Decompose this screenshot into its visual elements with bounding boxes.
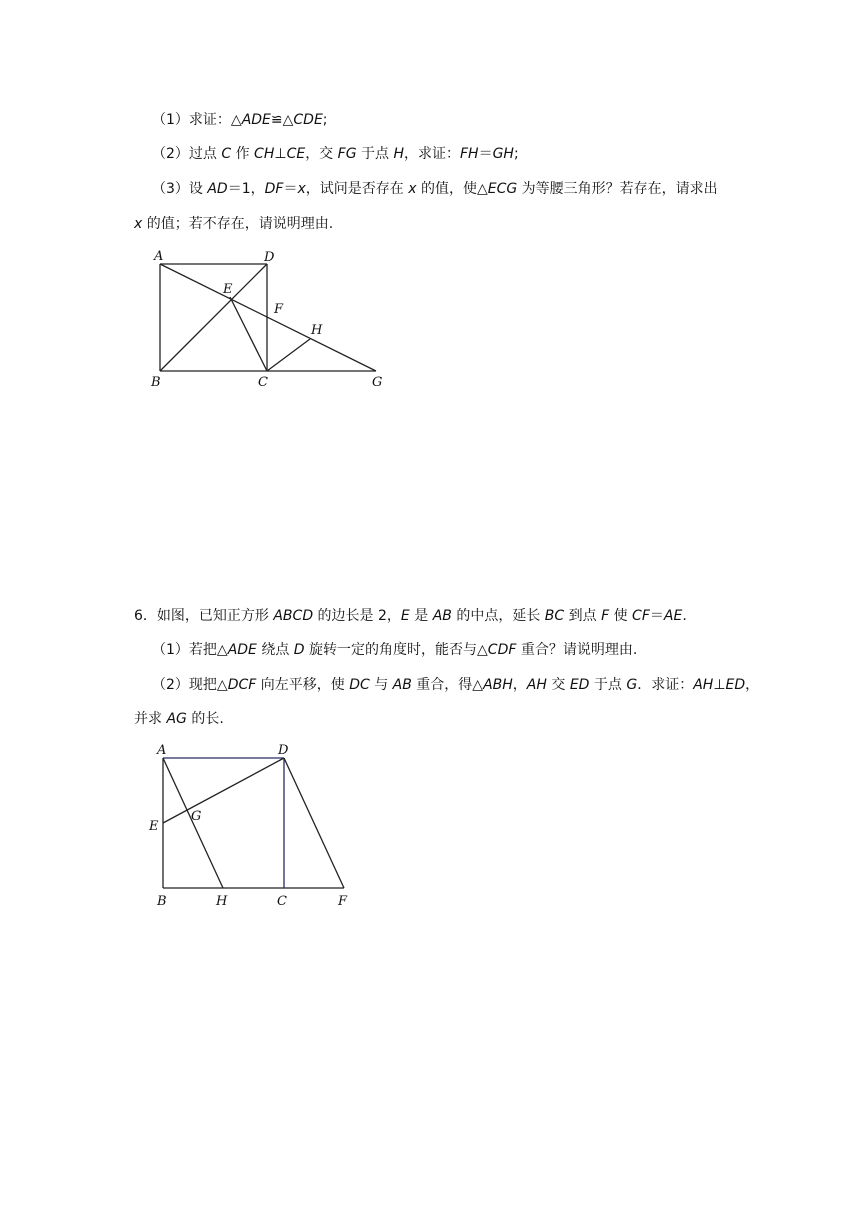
text: 6．如图，已知正方形	[134, 608, 274, 624]
label-C: C	[258, 375, 268, 390]
math-var: E	[400, 608, 410, 624]
text: 的值，使△	[416, 181, 488, 197]
math-var: AB	[432, 608, 452, 624]
math-var: F	[601, 608, 610, 624]
label-F: F	[274, 302, 284, 317]
text: ，	[512, 677, 527, 693]
text: 到点	[564, 608, 602, 624]
text: 绕点	[256, 642, 294, 658]
text: 的中点，延长	[451, 608, 545, 624]
label-E: E	[149, 819, 159, 834]
math-var: DCF	[227, 677, 257, 693]
seg-CH	[267, 339, 310, 371]
label-H: H	[311, 323, 323, 338]
math-var: ED	[569, 677, 590, 693]
math-var: H	[393, 146, 404, 162]
text: 交	[546, 677, 570, 693]
math-var: ADE	[241, 112, 271, 128]
text: （2）现把△	[152, 677, 228, 693]
label-G: G	[372, 375, 383, 390]
text: （3）设	[152, 181, 208, 197]
text: ＝	[649, 608, 664, 624]
label-H: H	[216, 894, 228, 909]
text: .	[682, 608, 687, 624]
text: 为等腰三角形？若存在，请求出	[517, 181, 718, 197]
math-var: DF	[264, 181, 284, 197]
label-F: F	[338, 894, 348, 909]
text: （2）过点	[152, 146, 222, 162]
text: ＝	[283, 181, 298, 197]
math-var: GH	[492, 146, 514, 162]
label-A: A	[154, 249, 164, 264]
label-D: D	[278, 743, 289, 758]
text: ;	[322, 112, 328, 128]
text: 作	[231, 146, 255, 162]
text: ＝	[478, 146, 493, 162]
p6-part2	[152, 675, 759, 695]
math-var: CDF	[487, 642, 517, 658]
label-E: E	[223, 282, 233, 297]
text: ⊥	[713, 677, 726, 693]
text: 重合？请说明理由.	[516, 642, 638, 658]
text: 重合，得△	[411, 677, 484, 693]
figure-5	[140, 245, 400, 395]
label-A: A	[157, 743, 167, 758]
text: 并求	[134, 711, 167, 727]
figure-6	[140, 738, 370, 913]
p5-part3	[152, 179, 718, 199]
math-var: AD	[207, 181, 228, 197]
seg-ED	[163, 758, 284, 823]
text: ，	[745, 677, 760, 693]
math-var: AE	[663, 608, 683, 624]
math-var: ECG	[487, 181, 518, 197]
text: （1）求证：△	[152, 112, 242, 128]
math-var: CDE	[293, 112, 323, 128]
seg-DF	[284, 758, 344, 888]
math-var: ABH	[483, 677, 513, 693]
label-B: B	[157, 894, 167, 909]
label-B: B	[151, 375, 161, 390]
text: ⊥	[274, 146, 287, 162]
math-var: AH	[693, 677, 714, 693]
math-var: FH	[459, 146, 479, 162]
text: ≌△	[270, 112, 294, 128]
math-var: ABCD	[273, 608, 314, 624]
p6-intro	[134, 606, 687, 626]
text: ＝1，	[227, 181, 265, 197]
label-G: G	[191, 809, 202, 824]
text: 与	[369, 677, 393, 693]
math-var: AG	[166, 711, 187, 727]
math-var: BC	[544, 608, 565, 624]
math-var: AH	[526, 677, 547, 693]
text: 的边长是 2，	[313, 608, 401, 624]
label-C: C	[277, 894, 287, 909]
math-var: CH	[254, 146, 275, 162]
math-var: DC	[349, 677, 370, 693]
text: 向左平移，使	[256, 677, 350, 693]
text: ，试问是否存在	[305, 181, 409, 197]
text: （1）若把△	[152, 642, 228, 658]
text: 于点	[356, 146, 394, 162]
math-var: C	[221, 146, 232, 162]
p6-part1	[152, 640, 637, 660]
math-var: G	[626, 677, 638, 693]
text: ;	[513, 146, 519, 162]
math-var: FG	[337, 146, 357, 162]
p5-part3-cont	[134, 214, 333, 234]
text: 是	[409, 608, 433, 624]
math-var: x	[297, 181, 306, 197]
text: 旋转一定的角度时，能否与△	[304, 642, 488, 658]
text: ，交	[305, 146, 338, 162]
text: ．求证：	[637, 677, 694, 693]
math-var: x	[134, 216, 143, 232]
math-var: x	[408, 181, 417, 197]
math-var: D	[293, 642, 305, 658]
math-var: CE	[286, 146, 306, 162]
seg-AG	[160, 264, 376, 371]
label-D: D	[264, 250, 275, 265]
math-var: CF	[632, 608, 650, 624]
text: 于点	[589, 677, 627, 693]
math-var: ADE	[227, 642, 257, 658]
p5-part2	[152, 144, 519, 164]
text: 的值；若不存在，请说明理由.	[142, 216, 334, 232]
math-var: ED	[725, 677, 746, 693]
p6-part2-cont	[134, 709, 224, 729]
math-var: AB	[392, 677, 412, 693]
text: ，求证：	[403, 146, 460, 162]
text: 使	[609, 608, 633, 624]
text: 的长.	[186, 711, 224, 727]
p5-part1	[152, 110, 328, 130]
seg-BD	[160, 264, 267, 371]
